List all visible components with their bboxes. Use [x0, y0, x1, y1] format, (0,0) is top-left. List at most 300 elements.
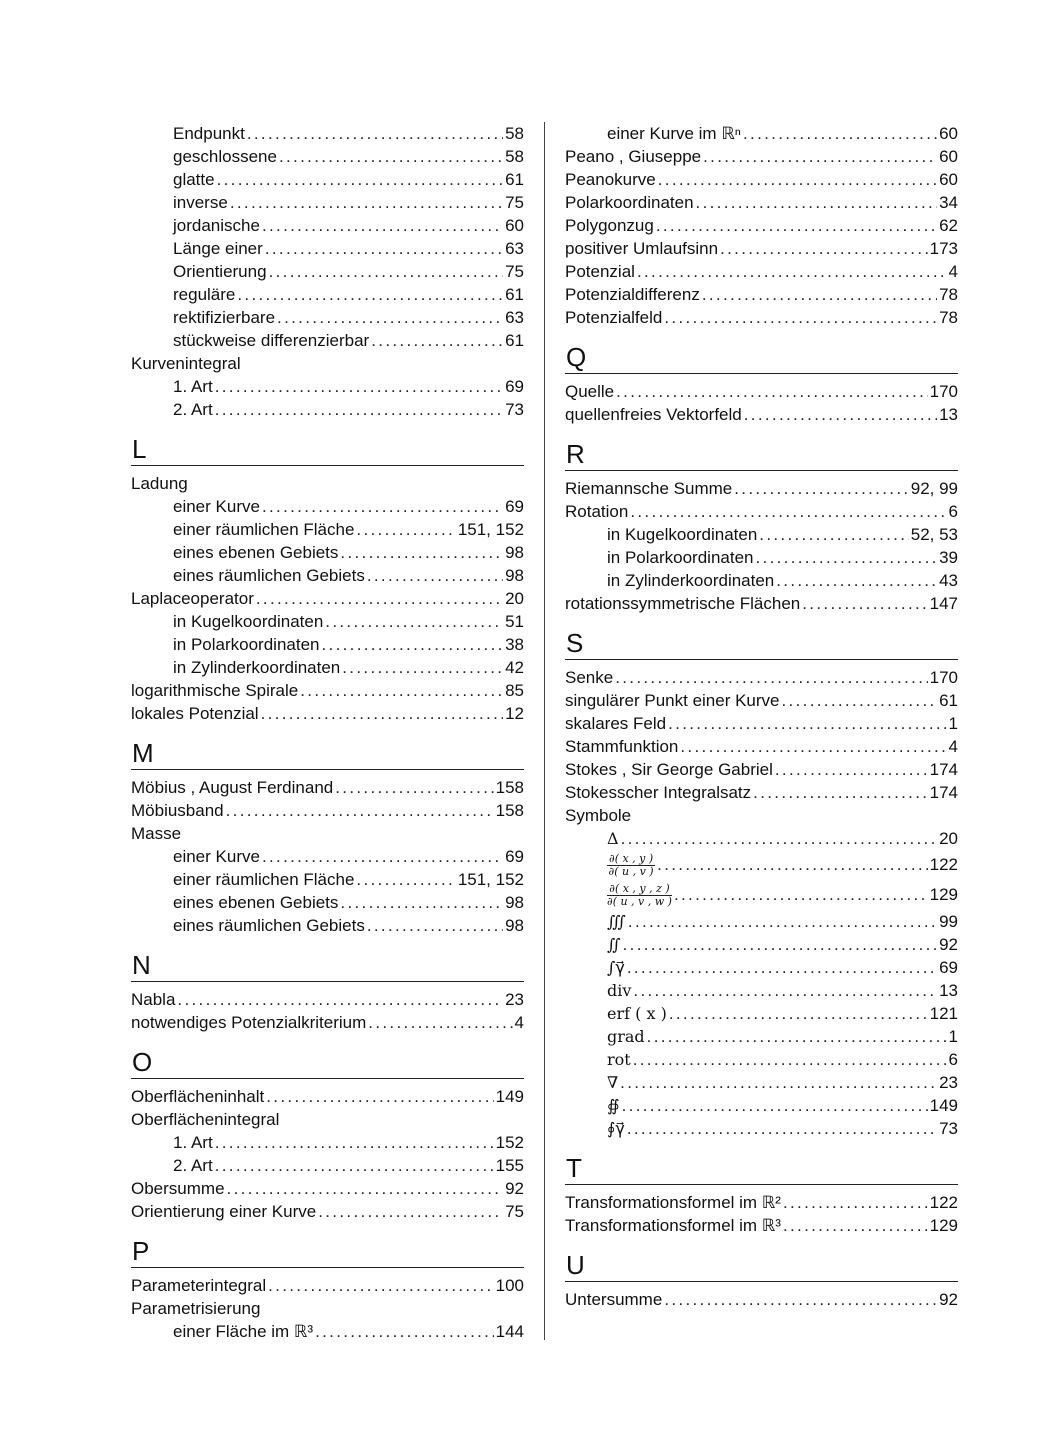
dot-leader	[776, 569, 937, 592]
jacobian-symbol	[607, 883, 672, 908]
page-reference: 6	[948, 1050, 958, 1069]
index-entry	[565, 380, 958, 403]
entry-term: einer Fläche im ℝ³	[173, 1322, 314, 1341]
dot-leader	[215, 1154, 494, 1177]
column-divider	[544, 122, 545, 1340]
entry-term: singulärer Punkt einer Kurve	[565, 691, 780, 710]
jacobian-symbol	[607, 853, 655, 878]
page-reference: 23	[505, 990, 524, 1009]
dot-leader	[633, 979, 937, 1002]
entry-term: Stokesscher Integralsatz	[565, 783, 752, 802]
index-subentry	[131, 914, 524, 937]
index-subentry	[565, 979, 958, 1002]
index-entry	[131, 1108, 524, 1131]
entry-term: geschlossene	[173, 147, 277, 166]
index-subentry	[565, 523, 958, 546]
entry-term: Oberflächeninhalt	[131, 1087, 265, 1106]
entry-term: Möbius , August Ferdinand	[131, 778, 334, 797]
dot-leader	[265, 237, 503, 260]
page-reference: 92	[939, 935, 958, 954]
index-subentry	[565, 880, 958, 910]
page-reference: 60	[939, 170, 958, 189]
entry-term: lokales Potenzial	[131, 704, 259, 723]
page-reference: 92, 99	[910, 479, 958, 498]
page-reference: 98	[505, 893, 524, 912]
section-letter-heading: R	[565, 436, 958, 471]
page-reference: 4	[948, 262, 958, 281]
page-reference: 92	[939, 1290, 958, 1309]
entry-term: eines ebenen Gebiets	[173, 543, 339, 562]
math-symbol: Δ	[607, 829, 619, 848]
entry-term: Rotation	[565, 502, 629, 521]
entry-term: eines ebenen Gebiets	[173, 893, 339, 912]
page-reference: 75	[505, 193, 524, 212]
index-entry	[565, 689, 958, 712]
entry-term: Nabla	[131, 990, 176, 1009]
page-reference: 75	[505, 1202, 524, 1221]
page-reference: 43	[939, 571, 958, 590]
fraction-numerator: ∂( x , y )	[609, 851, 654, 865]
index-subentry	[131, 845, 524, 868]
index-subentry	[131, 1154, 524, 1177]
dot-leader	[247, 122, 503, 145]
page-reference: 51	[505, 612, 524, 631]
index-subentry	[565, 1002, 958, 1025]
dot-leader	[680, 735, 946, 758]
index-entry	[131, 776, 524, 799]
entry-term: quellenfreies Vektorfeld	[565, 405, 742, 424]
index-subentry	[565, 1048, 958, 1071]
page-reference: 170	[929, 382, 958, 401]
dot-leader	[279, 145, 503, 168]
dot-leader	[633, 1048, 947, 1071]
entry-term: Orientierung	[173, 262, 267, 281]
entry-term: einer Kurve	[173, 497, 260, 516]
dot-leader	[628, 910, 937, 933]
index-entry	[131, 587, 524, 610]
index-column-right	[565, 122, 958, 1311]
entry-term: rotationssymmetrische Flächen	[565, 594, 801, 613]
entry-term: Ladung	[131, 474, 188, 493]
fraction-denominator: ∂( u , v )	[608, 864, 654, 878]
index-entry	[131, 472, 524, 495]
page-reference: 63	[505, 308, 524, 327]
page-reference: 4	[514, 1013, 524, 1032]
index-subentry	[131, 260, 524, 283]
dot-leader	[230, 191, 503, 214]
dot-leader	[215, 375, 503, 398]
index-entry	[131, 1200, 524, 1223]
section-letter-heading: U	[565, 1247, 958, 1282]
index-subentry	[131, 122, 524, 145]
index-subentry	[131, 868, 524, 891]
entry-term: Polygonzug	[565, 216, 654, 235]
index-subentry	[131, 237, 524, 260]
entry-term: Kurvenintegral	[131, 354, 241, 373]
math-symbol: div	[607, 981, 632, 1000]
index-subentry	[131, 656, 524, 679]
index-subentry	[565, 1025, 958, 1048]
dot-leader	[268, 1274, 494, 1297]
entry-term: Endpunkt	[173, 124, 245, 143]
dot-leader	[318, 1200, 503, 1223]
index-subentry	[131, 306, 524, 329]
dot-leader	[342, 656, 503, 679]
math-symbol: ∮γ⃗	[607, 1119, 625, 1138]
page-reference: 121	[929, 1004, 958, 1023]
page-reference: 58	[505, 147, 524, 166]
index-subentry	[131, 564, 524, 587]
page-reference: 173	[929, 239, 958, 258]
dot-leader	[703, 145, 937, 168]
index-entry	[565, 214, 958, 237]
dot-leader	[627, 1117, 937, 1140]
page-reference: 122	[929, 855, 958, 874]
page-reference: 61	[505, 285, 524, 304]
entry-term: stückweise differenzierbar	[173, 331, 370, 350]
dot-leader	[367, 914, 503, 937]
entry-term: Orientierung einer Kurve	[131, 1202, 317, 1221]
page-reference: 13	[939, 405, 958, 424]
dot-leader	[315, 1320, 494, 1343]
index-subentry	[565, 122, 958, 145]
dot-leader	[743, 122, 937, 145]
math-symbol: ∫γ⃗	[607, 958, 625, 977]
page-reference: 6	[948, 502, 958, 521]
entry-term: Potenzial	[565, 262, 635, 281]
index-subentry	[565, 1094, 958, 1117]
entry-term: Riemannsche Summe	[565, 479, 733, 498]
index-entry	[565, 1288, 958, 1311]
index-subentry	[131, 283, 524, 306]
dot-leader	[215, 1131, 494, 1154]
entry-term: 1. Art	[173, 377, 213, 396]
index-entry	[565, 500, 958, 523]
page-reference: 158	[495, 801, 524, 820]
index-entry	[131, 1085, 524, 1108]
index-subentry	[565, 910, 958, 933]
entry-term: Transformationsformel im ℝ³	[565, 1216, 781, 1235]
page-reference: 151, 152	[457, 520, 524, 539]
entry-term: 1. Art	[173, 1133, 213, 1152]
page-reference: 99	[939, 912, 958, 931]
dot-leader	[627, 956, 937, 979]
index-entry	[565, 191, 958, 214]
entry-term: Symbole	[565, 806, 632, 825]
page-reference: 69	[505, 497, 524, 516]
page-reference: 69	[505, 377, 524, 396]
dot-leader	[759, 523, 908, 546]
index-entry	[131, 799, 524, 822]
dot-leader	[616, 380, 927, 403]
page-reference: 20	[939, 829, 958, 848]
index-entry	[565, 145, 958, 168]
dot-leader	[367, 564, 503, 587]
dot-leader	[637, 260, 947, 283]
page-reference: 149	[495, 1087, 524, 1106]
index-entry	[131, 988, 524, 1011]
index-subentry	[131, 610, 524, 633]
entry-term: in Polarkoordinaten	[607, 548, 754, 567]
dot-leader	[226, 799, 494, 822]
page-reference: 155	[495, 1156, 524, 1175]
entry-term: rektifizierbare	[173, 308, 276, 327]
entry-term: eines räumlichen Gebiets	[173, 566, 365, 585]
entry-term: einer Kurve im ℝⁿ	[607, 124, 741, 143]
entry-term: inverse	[173, 193, 228, 212]
entry-term: einer räumlichen Fläche	[173, 520, 355, 539]
index-subentry	[565, 933, 958, 956]
entry-term: Stammfunktion	[565, 737, 679, 756]
dot-leader	[657, 850, 927, 880]
dot-leader	[696, 191, 938, 214]
dot-leader	[623, 933, 937, 956]
entry-term: Parameterintegral	[131, 1276, 267, 1295]
index-entry	[565, 1191, 958, 1214]
page-reference: 98	[505, 566, 524, 585]
dot-leader	[261, 702, 504, 725]
entry-term: skalares Feld	[565, 714, 667, 733]
dot-leader	[237, 283, 503, 306]
page-reference: 1	[948, 714, 958, 733]
section-letter-heading: Q	[565, 339, 958, 374]
entry-term: notwendiges Potenzialkriterium	[131, 1013, 367, 1032]
index-entry	[131, 1297, 524, 1320]
dot-leader	[702, 283, 937, 306]
index-entry	[131, 1011, 524, 1034]
dot-leader	[647, 1025, 947, 1048]
dot-leader	[782, 689, 938, 712]
dot-leader	[262, 845, 503, 868]
entry-term: Stokes , Sir George Gabriel	[565, 760, 773, 779]
entry-term: Transformationsformel im ℝ²	[565, 1193, 781, 1212]
dot-leader	[668, 712, 946, 735]
section-letter-heading: T	[565, 1150, 958, 1185]
index-entry	[565, 666, 958, 689]
page-reference: 13	[939, 981, 958, 1000]
entry-term: Länge einer	[173, 239, 263, 258]
entry-term: Peanokurve	[565, 170, 656, 189]
index-subentry	[565, 850, 958, 880]
math-symbol: ∯	[607, 1096, 620, 1115]
dot-leader	[656, 214, 937, 237]
dot-leader	[744, 403, 937, 426]
page-reference: 100	[495, 1276, 524, 1295]
entry-term: einer räumlichen Fläche	[173, 870, 355, 889]
page-reference: 75	[505, 262, 524, 281]
index-entry	[565, 260, 958, 283]
page-reference: 170	[929, 668, 958, 687]
page-reference: 61	[505, 170, 524, 189]
entry-term: in Zylinderkoordinaten	[173, 658, 341, 677]
index-entry	[131, 1274, 524, 1297]
math-symbol: ∭	[607, 912, 626, 931]
index-subentry	[131, 495, 524, 518]
dot-leader	[256, 587, 503, 610]
entry-term: in Polarkoordinaten	[173, 635, 320, 654]
entry-term: Oberflächenintegral	[131, 1110, 280, 1129]
index-entry	[131, 1177, 524, 1200]
index-entry	[565, 237, 958, 260]
entry-term: logarithmische Spirale	[131, 681, 299, 700]
math-symbol: erf ( x )	[607, 1004, 667, 1023]
section-letter-heading: P	[131, 1233, 524, 1268]
index-subentry	[565, 1117, 958, 1140]
entry-term: jordanische	[173, 216, 260, 235]
dot-leader	[356, 518, 455, 541]
page-reference: 98	[505, 916, 524, 935]
index-entry	[565, 306, 958, 329]
index-subentry	[131, 633, 524, 656]
page-reference: 52, 53	[910, 525, 958, 544]
entry-term: 2. Art	[173, 1156, 213, 1175]
page-reference: 129	[929, 1216, 958, 1235]
page-reference: 60	[939, 124, 958, 143]
page-reference: 1	[948, 1027, 958, 1046]
index-entry	[565, 712, 958, 735]
dot-leader	[622, 1094, 928, 1117]
entry-term: positiver Umlaufsinn	[565, 239, 719, 258]
entry-term: Untersumme	[565, 1290, 663, 1309]
dot-leader	[664, 306, 937, 329]
dot-leader	[734, 477, 908, 500]
entry-term: eines räumlichen Gebiets	[173, 916, 365, 935]
index-entry	[565, 403, 958, 426]
index-entry	[565, 758, 958, 781]
page-reference: 20	[505, 589, 524, 608]
index-entry	[565, 477, 958, 500]
page-reference: 62	[939, 216, 958, 235]
index-subentry	[131, 375, 524, 398]
page-reference: 69	[505, 847, 524, 866]
page-reference: 23	[939, 1073, 958, 1092]
section-letter-heading: O	[131, 1044, 524, 1079]
math-symbol: grad	[607, 1027, 645, 1046]
page-reference: 149	[929, 1096, 958, 1115]
entry-term: in Kugelkoordinaten	[607, 525, 758, 544]
page-reference: 63	[505, 239, 524, 258]
index-entry	[565, 168, 958, 191]
entry-term: in Kugelkoordinaten	[173, 612, 324, 631]
index-entry	[565, 804, 958, 827]
dot-leader	[621, 827, 938, 850]
math-symbol: ∬	[607, 935, 621, 954]
index-subentry	[131, 329, 524, 352]
entry-term: Laplaceoperator	[131, 589, 254, 608]
page-reference: 78	[939, 308, 958, 327]
entry-term: Masse	[131, 824, 182, 843]
page-reference: 122	[929, 1193, 958, 1212]
index-subentry	[131, 541, 524, 564]
index-subentry	[131, 191, 524, 214]
entry-term: reguläre	[173, 285, 236, 304]
entry-term: Obersumme	[131, 1179, 225, 1198]
page-reference: 152	[495, 1133, 524, 1152]
dot-leader	[775, 758, 928, 781]
page-reference: 58	[505, 124, 524, 143]
section-letter-heading: L	[131, 431, 524, 466]
index-subentry	[131, 1131, 524, 1154]
index-entry	[131, 702, 524, 725]
entry-term: Potenzialfeld	[565, 308, 663, 327]
page-reference: 85	[505, 681, 524, 700]
page-reference: 61	[939, 691, 958, 710]
entry-term: Parametrisierung	[131, 1299, 261, 1318]
index-column-left	[131, 122, 524, 1343]
dot-leader	[325, 610, 503, 633]
page-reference: 69	[939, 958, 958, 977]
entry-term: Möbiusband	[131, 801, 224, 820]
dot-leader	[356, 868, 455, 891]
entry-term: glatte	[173, 170, 215, 189]
dot-leader	[340, 541, 503, 564]
dot-leader	[755, 546, 937, 569]
dot-leader	[300, 679, 503, 702]
index-entry	[565, 735, 958, 758]
dot-leader	[371, 329, 503, 352]
index-subentry	[565, 569, 958, 592]
entry-term: Polarkoordinaten	[565, 193, 694, 212]
index-entry	[131, 679, 524, 702]
dot-leader	[630, 500, 946, 523]
dot-leader	[266, 1085, 493, 1108]
entry-term: in Zylinderkoordinaten	[607, 571, 775, 590]
page-reference: 98	[505, 543, 524, 562]
section-letter-heading: N	[131, 947, 524, 982]
dot-leader	[783, 1214, 928, 1237]
entry-term: Peano , Giuseppe	[565, 147, 702, 166]
page-reference: 42	[505, 658, 524, 677]
page-reference: 129	[929, 885, 958, 904]
dot-leader	[262, 495, 503, 518]
page-reference: 144	[495, 1322, 524, 1341]
dot-leader	[217, 168, 503, 191]
index-subentry	[131, 1320, 524, 1343]
fraction-numerator: ∂( x , y , z )	[609, 881, 670, 895]
dot-leader	[215, 398, 503, 421]
dot-leader	[615, 666, 927, 689]
entry-term: Senke	[565, 668, 614, 687]
page-reference: 34	[939, 193, 958, 212]
index-subentry	[565, 956, 958, 979]
dot-leader	[269, 260, 504, 283]
page-reference: 147	[929, 594, 958, 613]
fraction-denominator: ∂( u , v , w )	[607, 894, 672, 908]
dot-leader	[262, 214, 503, 237]
index-subentry	[565, 1071, 958, 1094]
page-reference: 61	[505, 331, 524, 350]
entry-term: Potenzialdifferenz	[565, 285, 700, 304]
section-letter-heading: M	[131, 735, 524, 770]
page-reference: 4	[948, 737, 958, 756]
page-reference: 92	[505, 1179, 524, 1198]
page-reference: 60	[505, 216, 524, 235]
dot-leader	[227, 1177, 504, 1200]
entry-term: 2. Art	[173, 400, 213, 419]
page-reference: 38	[505, 635, 524, 654]
page-reference: 12	[505, 704, 524, 723]
dot-leader	[783, 1191, 928, 1214]
entry-term: Quelle	[565, 382, 615, 401]
dot-leader	[620, 1071, 937, 1094]
dot-leader	[720, 237, 928, 260]
dot-leader	[753, 781, 927, 804]
dot-leader	[802, 592, 927, 615]
index-subentry	[131, 518, 524, 541]
index-subentry	[131, 145, 524, 168]
index-subentry	[565, 546, 958, 569]
page-reference: 151, 152	[457, 870, 524, 889]
